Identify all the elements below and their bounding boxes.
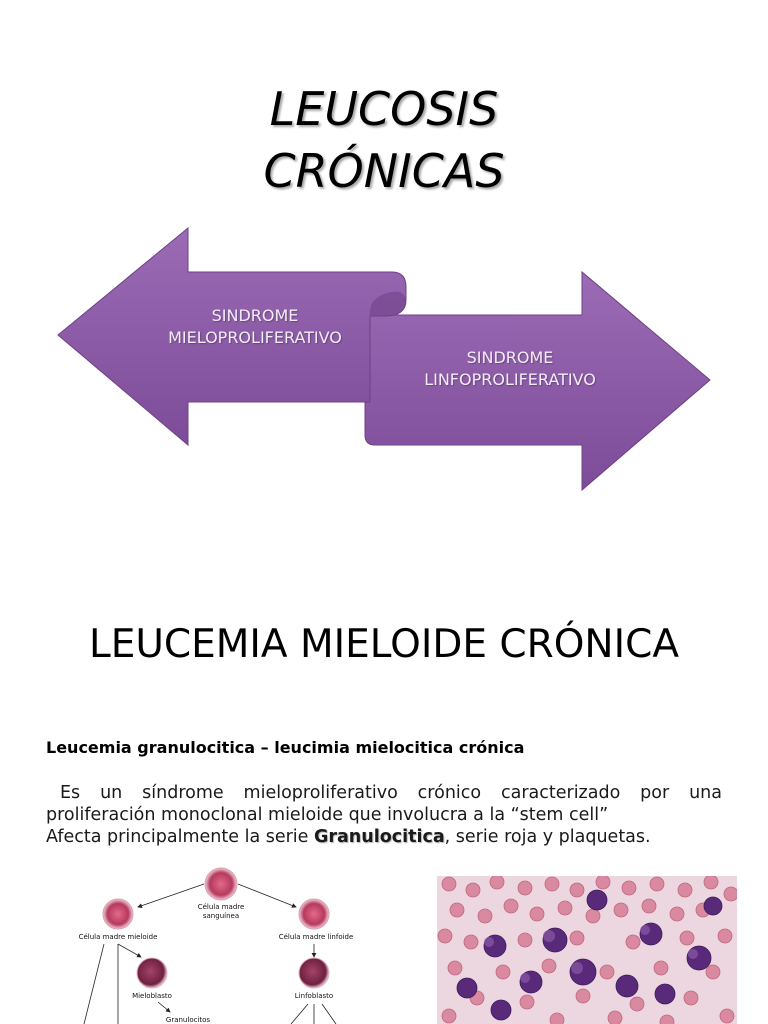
paragraph-line-3-start: Afecta principalmente la serie <box>46 827 314 847</box>
granulocytes-label: Granulocitos <box>165 1016 211 1024</box>
section-subheading: Leucemia granulocitica – leucimia mielocitica crónica <box>46 738 525 757</box>
lymphoblast-label: Linfoblasto <box>294 992 334 1000</box>
section-title: LEUCEMIA MIELOIDE CRÓNICA <box>88 622 680 667</box>
blood-smear-drawing <box>437 876 737 1024</box>
title-line-1: LEUCOSIS <box>269 82 499 136</box>
paragraph-line-1: Es un síndrome mieloproliferativo crónico caracterizado por una <box>60 783 722 803</box>
title-line-2: CRÓNICAS <box>263 144 505 198</box>
left-arrow-label <box>140 305 370 349</box>
stem-cell-icon <box>205 868 237 900</box>
lymphoblast-icon <box>299 958 329 988</box>
paragraph-line-2: proliferación monoclonal mieloide que involucra a la “stem cell” <box>46 805 609 825</box>
hematopoiesis-diagram <box>46 862 386 1024</box>
top-cell-label-2: sanguínea <box>202 912 240 920</box>
section-paragraph <box>46 782 722 848</box>
myeloblast-label: Mieloblasto <box>132 992 172 1000</box>
paragraph-line-3-end: , serie roja y plaquetas. <box>444 827 651 847</box>
paragraph-bold-term: Granulocitica <box>314 827 445 847</box>
myeloid-stem-cell-icon <box>103 899 133 929</box>
right-arrow-label <box>395 347 625 391</box>
blood-smear-image <box>437 876 737 1024</box>
lymphoid-stem-cell-icon <box>299 899 329 929</box>
double-arrow-graphic <box>0 220 768 500</box>
slide-title <box>0 78 768 202</box>
left-cell-label: Célula madre mieloide <box>78 933 158 941</box>
left-arrow-line2: MIELOPROLIFERATIVO <box>168 328 342 347</box>
right-cell-label: Célula madre linfoide <box>278 933 354 941</box>
right-arrow-line1: SINDROME <box>466 348 554 367</box>
paragraph-line-3 <box>46 826 722 848</box>
myeloblast-icon <box>137 958 167 988</box>
right-arrow-line2: LINFOPROLIFERATIVO <box>424 370 596 389</box>
top-cell-label-1: Célula madre <box>197 903 245 911</box>
left-arrow-line1: SINDROME <box>211 306 299 325</box>
